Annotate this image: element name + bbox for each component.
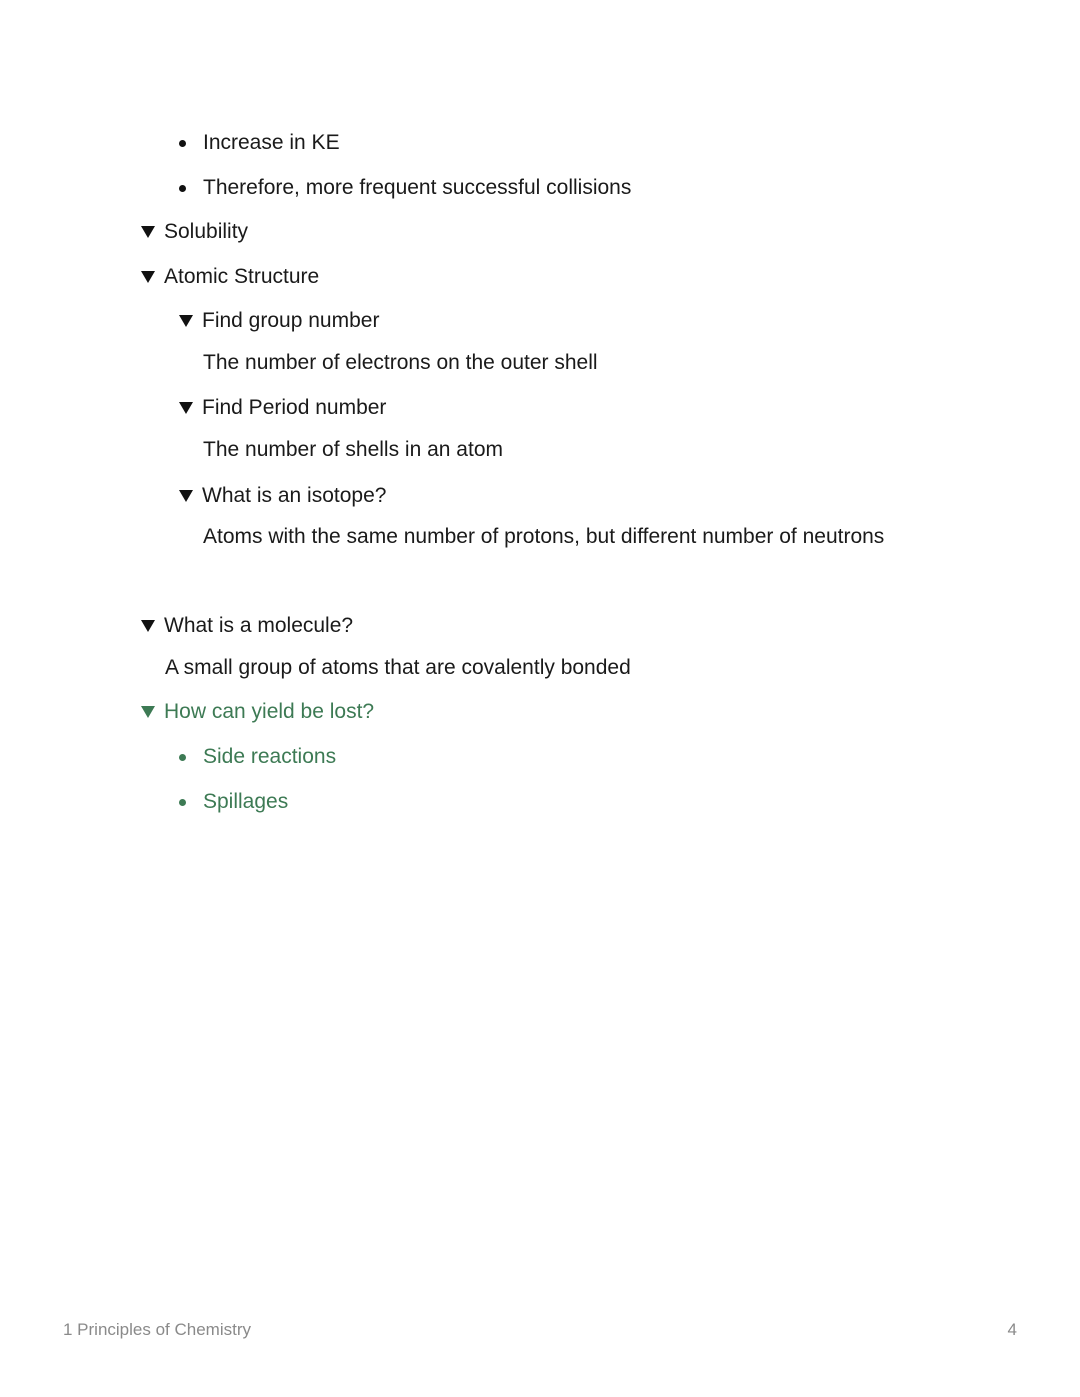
toggle-triangle-icon[interactable]: [141, 226, 155, 238]
bullet-icon: [179, 185, 186, 192]
toggle-content-text: The number of electrons on the outer shell: [203, 351, 598, 374]
list-item-text: Side reactions: [203, 745, 337, 768]
list-item-text: Therefore, more frequent successful collisions: [203, 176, 632, 199]
toggle-triangle-icon[interactable]: [179, 315, 193, 327]
list-item: [179, 789, 579, 815]
toggle-content-text: Atoms with the same number of protons, but different number of neutrons: [203, 525, 885, 548]
toggle-label: Atomic Structure: [164, 265, 320, 288]
footer-section-title: 1 Principles of Chemistry: [63, 1320, 252, 1339]
toggle-content-text: The number of shells in an atom: [203, 438, 503, 461]
page-number: 4: [1007, 1320, 1017, 1339]
toggle-triangle-icon[interactable]: [141, 271, 155, 283]
toggle-label: What is an isotope?: [202, 484, 387, 507]
bullet-icon: [179, 799, 186, 806]
bullet-icon: [179, 754, 186, 761]
list-item-text: Increase in KE: [203, 131, 340, 154]
toggle-find-period-number[interactable]: [179, 395, 579, 421]
bullet-icon: [179, 140, 186, 147]
toggle-isotope[interactable]: [179, 483, 579, 509]
toggle-yield-lost[interactable]: [141, 699, 541, 725]
toggle-triangle-icon[interactable]: [179, 490, 193, 502]
toggle-atomic-structure[interactable]: [141, 264, 441, 290]
list-item: [179, 744, 579, 770]
toggle-molecule[interactable]: [141, 613, 541, 639]
toggle-label: Solubility: [164, 220, 249, 243]
toggle-label: How can yield be lost?: [164, 700, 375, 723]
toggle-label: Find Period number: [202, 396, 387, 419]
toggle-label: What is a molecule?: [164, 614, 354, 637]
toggle-triangle-icon[interactable]: [141, 620, 155, 632]
list-item: [179, 130, 679, 156]
toggle-triangle-icon[interactable]: [179, 402, 193, 414]
toggle-triangle-icon[interactable]: [141, 706, 155, 718]
list-item-text: Spillages: [203, 790, 289, 813]
toggle-content-text: A small group of atoms that are covalently bonded: [165, 656, 631, 679]
toggle-solubility[interactable]: [141, 219, 441, 245]
toggle-find-group-number[interactable]: [179, 308, 579, 334]
list-item: [179, 175, 779, 201]
toggle-label: Find group number: [202, 309, 380, 332]
